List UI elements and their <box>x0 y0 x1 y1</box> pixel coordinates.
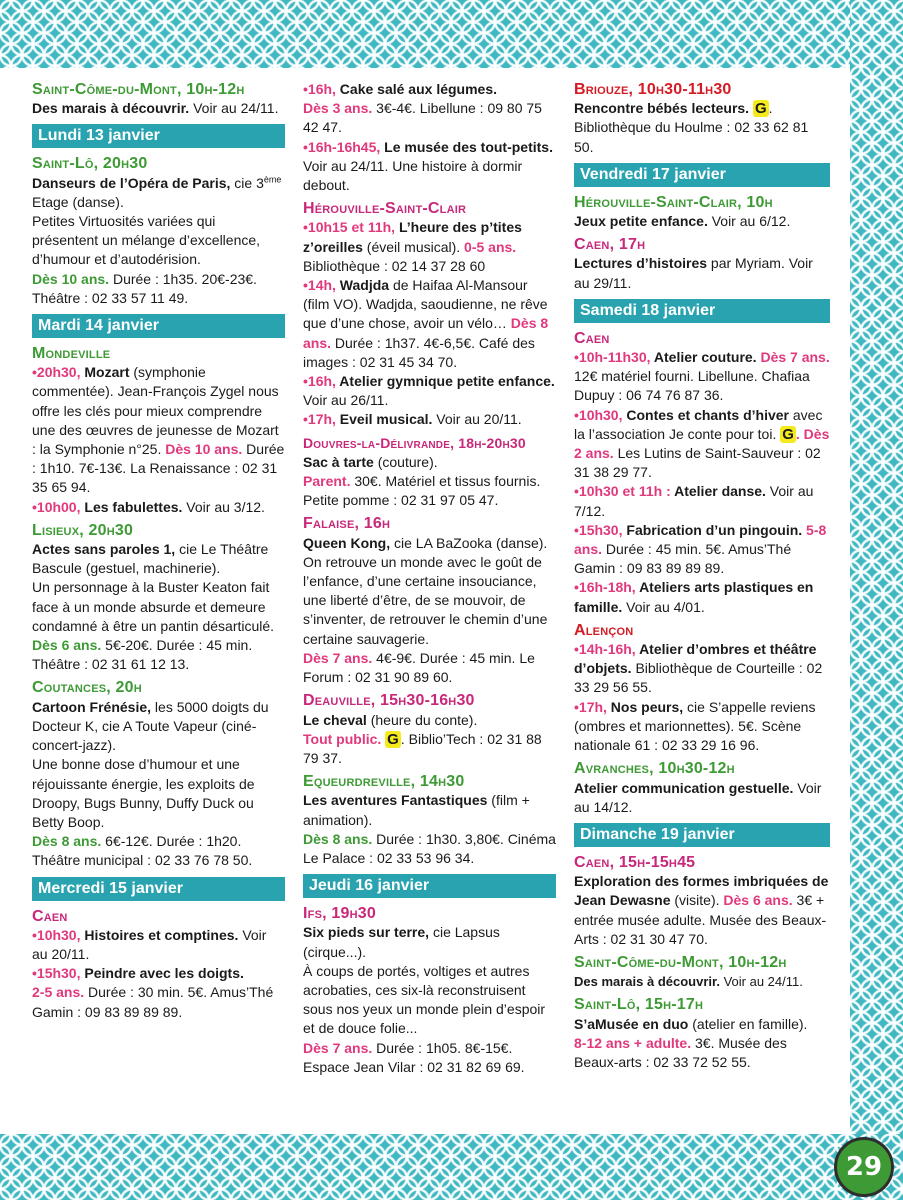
event-title: Nos peurs, <box>606 698 684 715</box>
event-title: Peindre avec les doigts. <box>80 965 244 982</box>
event-entry <box>32 521 285 675</box>
event-info: (éveil musical). <box>362 238 461 255</box>
event-info: (visite). <box>670 892 720 909</box>
day-header: Lundi 13 janvier <box>32 124 285 148</box>
event-age: Tout public. <box>303 730 382 747</box>
event-title: Le musée des tout-petits. <box>380 138 553 155</box>
decorative-pattern-bottom <box>0 1134 903 1200</box>
event-city: Hérouville-Saint-Clair <box>303 200 467 218</box>
event-time: •10h30 et 11h : <box>574 483 671 500</box>
event-age: Dès 10 ans. <box>32 270 110 287</box>
event-time: •10h15 et 11h, <box>303 219 396 236</box>
event-city: Ifs, 19h30 <box>303 905 376 923</box>
event-entry <box>32 907 285 1022</box>
event-city: Caen <box>574 329 610 347</box>
event-age: Dès 8 ans. <box>303 315 549 351</box>
event-city: Coutances, 20h <box>32 679 142 697</box>
event-city: Saint-Côme-du-Mont, 10h-12h <box>574 953 787 971</box>
event-info: les 5000 doigts du Docteur K, cie A Toute Vapeur (ciné-concert-jazz). <box>32 698 269 754</box>
event-info: 6€-12€. Durée : 1h20. Théâtre municipal : 02 33 76 78 50. <box>32 833 253 869</box>
event-info: cie Le Théâtre Bascule (gestuel, machinerie). <box>32 541 269 577</box>
event-title: Rencontre bébés lecteurs. <box>574 100 750 117</box>
event-title: Exploration des formes imbriquées de Jean Dewasne <box>574 873 829 909</box>
event-age: 2-5 ans. <box>32 984 85 1001</box>
event-description: Une bonne dose d’humour et une réjouissante énergie, les exploits de Droopy, Bugs Bunny, Duffy Duck ou Betty Boop. <box>32 756 255 830</box>
event-city: Douvres-la-Délivrande, 18h-20h30 <box>303 434 526 451</box>
day-header: Samedi 18 janvier <box>574 299 830 323</box>
event-info: avec la l’association Je conte pour toi. <box>574 406 823 442</box>
event-entry <box>574 995 830 1072</box>
event-age: Dès 3 ans. <box>303 100 373 117</box>
event-info: (couture). <box>373 453 438 470</box>
event-info: 3€-4€. Libellune : 09 80 75 42 47. <box>303 100 542 136</box>
event-title: Les aventures Fantastiques <box>303 792 488 809</box>
event-age: Dès 10 ans. <box>161 441 243 458</box>
event-info: . Biblio’Tech : 02 31 88 79 37. <box>303 730 542 766</box>
g-label-icon: G <box>387 730 399 748</box>
event-info: 4€-9€. Durée : 45 min. Le Forum : 02 31 90 89 60. <box>303 649 535 686</box>
event-info: Bibliothèque de Courteille : 02 33 29 56 55. <box>574 660 823 696</box>
event-time: •10h30, <box>32 926 81 943</box>
event-entry <box>574 329 830 617</box>
event-time: •16h, <box>303 81 336 97</box>
event-info: Voir au 14/12. <box>574 779 822 815</box>
event-city: Hérouville-Saint-Clair, 10h <box>574 193 773 211</box>
day-header: Mardi 14 janvier <box>32 314 285 338</box>
event-city: Falaise, 16h <box>303 515 391 533</box>
event-age: Parent. <box>303 473 351 490</box>
event-info: Voir au 24/11. <box>189 100 279 117</box>
event-info: Voir au 26/11. <box>303 392 389 409</box>
event-age: 0-5 ans. <box>460 238 517 255</box>
event-info: 30€. Matériel et tissus fournis. Petite pomme : 02 31 97 05 47. <box>303 473 541 509</box>
event-city: Avranches, 10h30-12h <box>574 760 735 778</box>
event-title: Sac à tarte <box>303 453 374 470</box>
event-time: •10h00, <box>32 498 81 515</box>
event-time: •17h, <box>574 698 607 715</box>
event-time: •14h-16h, <box>574 641 636 658</box>
event-entry <box>303 434 556 511</box>
event-title: S’aMusée en duo <box>574 1015 689 1032</box>
event-title: Le cheval <box>303 711 367 728</box>
event-title: Des marais à découvrir. <box>32 100 190 117</box>
event-description: À coups de portés, voltiges et autres acrobaties, ces six-là reconstruisent sous nos yeux un monde plein d’espoir et de douce folie... <box>303 962 546 1037</box>
event-info: de Haifaa Al-Mansour (film VO). Wadjda, saoudienne, ne rêve que d’une chose, avoir un vélo… <box>303 277 548 332</box>
event-title: Cartoon Frénésie, <box>32 698 152 715</box>
event-info: Voir au 24/11. Une histoire à dormir debout. <box>303 157 523 194</box>
event-info: par Myriam. Voir au 29/11. <box>574 255 813 291</box>
event-entry <box>32 344 285 517</box>
event-entry <box>32 678 285 870</box>
event-info: Voir au 3/12. <box>182 498 265 515</box>
event-entry <box>32 80 285 118</box>
event-time: •15h30, <box>32 965 81 982</box>
event-info: 12€ matériel fourni. Libellune. Chafiaa Dupuy : 06 74 76 87 36. <box>574 368 810 404</box>
event-city: Caen, 17h <box>574 236 646 254</box>
event-info: (heure du conte). <box>366 711 478 728</box>
agenda-column-2 <box>303 80 556 1081</box>
event-title: Les fabulettes. <box>80 498 183 515</box>
event-title: Lectures d’histoires <box>574 255 708 272</box>
g-label-icon: G <box>754 100 767 118</box>
event-info: cie 3 <box>230 174 264 191</box>
event-age: . Dès 2 ans. <box>574 425 830 462</box>
event-title: Queen Kong, <box>303 534 391 551</box>
event-time: •16h, <box>303 373 336 390</box>
event-entry <box>32 154 285 308</box>
event-city: Mondeville <box>32 345 111 363</box>
event-age: 8-12 ans + adulte. <box>574 1034 692 1051</box>
event-entry <box>303 199 556 429</box>
event-info: cie LA BaZooka (danse). On retrouve un monde avec le goût de l’enfance, d’une certaine insouciance, une liberté d’être, de se mouvoir, de s’inventer, de retrouver le chemin d’une certaine sauvagerie. <box>303 534 548 647</box>
day-header: Jeudi 16 janvier <box>303 874 556 898</box>
event-age: Dès 8 ans. <box>303 830 373 847</box>
event-entry <box>574 853 830 949</box>
event-info: cie Lapsus (cirque...). <box>303 924 500 960</box>
event-info: . Bibliothèque du Houlme : 02 33 62 81 50. <box>574 100 809 155</box>
event-age: Dès 6 ans. <box>719 892 793 909</box>
event-info: Voir au 20/11. <box>432 411 522 428</box>
event-title: Danseurs de l’Opéra de Paris, <box>32 174 231 191</box>
event-title: Contes et chants d’hiver <box>622 406 789 423</box>
event-city: Saint-Lô, 15h-17h <box>574 996 704 1014</box>
decorative-pattern-right <box>850 0 903 1200</box>
event-title: Six pieds sur terre, <box>303 924 430 941</box>
event-city: Equeurdreville, 14h30 <box>303 773 465 791</box>
event-info: Durée : 45 min. 5€. Amus’Thé Gamin : 09 83 89 89 89. <box>574 541 792 577</box>
event-info: 5€-20€. Durée : 45 min. Théâtre : 02 31 61 12 13. <box>32 637 253 673</box>
event-info: 3€. Musée des Beaux-arts : 02 33 72 52 55. <box>574 1034 787 1070</box>
agenda-column-1 <box>32 80 285 1026</box>
event-age: Dès 6 ans. <box>32 637 102 654</box>
event-entry <box>303 904 556 1077</box>
event-info: Voir au 4/01. <box>622 598 705 615</box>
event-entry <box>574 235 830 293</box>
event-title: Ateliers arts plastiques en famille. <box>574 579 814 615</box>
event-age: Dès 7 ans. <box>303 1039 373 1056</box>
event-entry <box>574 621 830 755</box>
event-age: 5-8 ans. <box>574 521 827 558</box>
g-label-icon: G <box>782 425 794 443</box>
decorative-pattern-top <box>0 0 903 68</box>
page-number-badge: 29 <box>834 1137 894 1197</box>
event-time: •20h30, <box>32 364 81 381</box>
event-info: Durée : 1h10. 7€-13€. La Renaissance : 02 31 35 65 94. <box>32 441 285 496</box>
event-city: Saint-Côme-du-Mont, 10h-12h <box>32 81 245 98</box>
event-city: Lisieux, 20h30 <box>32 521 134 539</box>
event-title: Mozart <box>80 364 130 381</box>
event-age: Dès 8 ans. <box>32 833 102 850</box>
event-title: Jeux petite enfance. <box>574 213 708 230</box>
event-city: Briouze, 10h30-11h30 <box>574 81 732 98</box>
event-age: Dès 7 ans. <box>756 349 830 366</box>
event-title: Fabrication d’un pingouin. <box>622 521 803 538</box>
event-info: Voir au 20/11. <box>32 926 267 962</box>
event-title: Cake salé aux légumes. <box>335 81 498 97</box>
day-header: Dimanche 19 janvier <box>574 823 830 847</box>
event-entry <box>303 772 556 868</box>
event-title: Histoires et comptines. <box>80 926 239 943</box>
event-info: Bibliothèque : 02 14 37 28 60 <box>303 257 486 274</box>
event-info: Durée : 30 min. 5€. Amus’Thé Gamin : 09 83 89 89 89. <box>32 984 274 1020</box>
event-age: Dès 7 ans. <box>303 649 373 666</box>
event-entry <box>303 691 556 768</box>
event-info: Voir au 6/12. <box>707 213 791 230</box>
event-time: •15h30, <box>574 521 623 538</box>
agenda-column-3 <box>574 80 830 1076</box>
event-city: Deauville, 15h30-16h30 <box>303 692 475 710</box>
superscript: ème <box>263 173 282 184</box>
event-time: •16h-18h, <box>574 579 636 596</box>
event-description: Un personnage à la Buster Keaton fait face à un monde absurde et demeure condamné à être un pantin désarticulé. <box>32 579 275 634</box>
event-info: (symphonie commentée). Jean-François Zygel nous offre les clés pour mieux comprendre une des œuvres de jeunesse de Mozart : la Symphonie n°25. <box>32 364 279 458</box>
event-info: Durée : 1h30. 3,80€. Cinéma Le Palace : 02 33 53 96 34. <box>303 830 556 866</box>
event-entry <box>574 759 830 817</box>
event-info: Voir au 7/12. <box>574 483 814 519</box>
event-city: Alençon <box>574 621 634 639</box>
event-info: Durée : 1h35. 20€-23€. Théâtre : 02 33 57 11 49. <box>32 270 257 306</box>
event-city: Caen, 15h-15h45 <box>574 853 696 871</box>
event-title: Atelier communication gestuelle. <box>574 779 794 796</box>
event-info: cie S’appelle reviens (ombres et marionnettes). 5€. Scène nationale 61 : 02 33 29 16 96. <box>574 698 816 754</box>
event-title: Actes sans paroles 1, <box>32 541 176 558</box>
event-title: Atelier danse. <box>670 483 766 500</box>
event-title: Atelier d’ombres et théâtre d’objets. <box>574 641 817 677</box>
day-header: Vendredi 17 janvier <box>574 163 830 187</box>
event-description: Petites Virtuosités variées qui présentent un mélange d’excellence, d’humour et d’autodérision. <box>32 213 261 268</box>
day-header: Mercredi 15 janvier <box>32 877 285 901</box>
event-title: Atelier gymnique petite enfance. <box>335 373 555 390</box>
event-time: •16h-16h45, <box>303 138 381 155</box>
event-time: •17h, <box>303 411 336 428</box>
event-info: Durée : 1h05. 8€-15€. Espace Jean Vilar : 02 31 82 69 69. <box>303 1039 525 1075</box>
event-time: •14h, <box>303 277 336 294</box>
event-title: L’heure des p’tites z’oreilles <box>303 219 522 255</box>
event-info: (film + animation). <box>303 792 530 828</box>
event-time: •10h-11h30, <box>574 349 651 366</box>
event-entry <box>574 953 830 991</box>
event-entry <box>303 80 556 195</box>
event-title: Des marais à découvrir. <box>574 974 720 990</box>
event-city: Saint-Lô, 20h30 <box>32 155 148 173</box>
event-city: Caen <box>32 907 68 925</box>
event-info: Durée : 1h37. 4€-6,5€. Café des images : 02 31 45 34 70. <box>303 334 535 370</box>
event-info: Voir au 24/11. <box>719 974 803 990</box>
event-title: Wadjda <box>335 277 390 294</box>
event-info: Etage (danse). <box>32 193 124 210</box>
event-title: Atelier couture. <box>650 349 757 366</box>
event-title: Eveil musical. <box>335 411 433 428</box>
event-time: •10h30, <box>574 406 623 423</box>
event-entry <box>574 80 830 157</box>
event-entry <box>574 193 830 231</box>
event-info: Les Lutins de Saint-Sauveur : 02 31 38 29 77. <box>574 445 821 481</box>
event-info: (atelier en famille). <box>688 1015 808 1032</box>
event-info: 3€ + entrée musée adulte. Musée des Beaux-Arts : 02 31 30 47 70. <box>574 892 827 947</box>
event-entry <box>303 514 556 687</box>
